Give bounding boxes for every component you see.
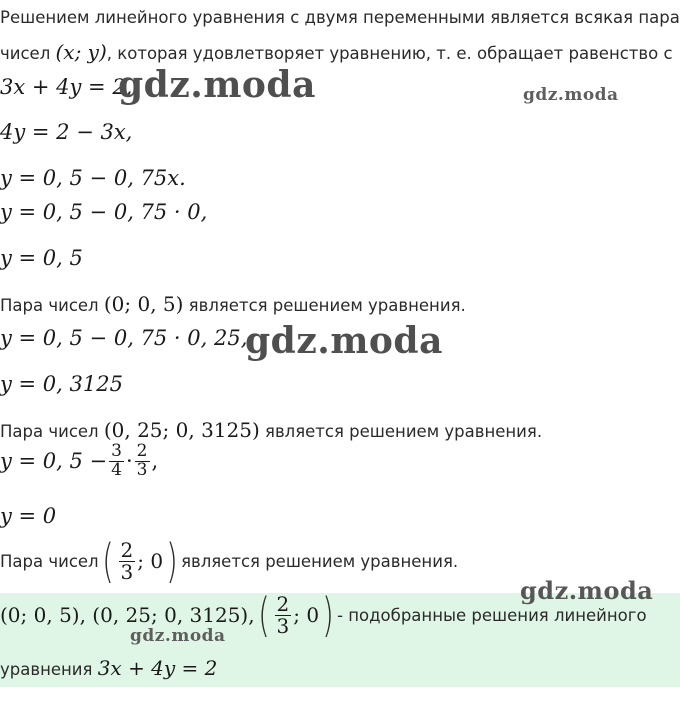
summary-denominator: 3 — [276, 613, 290, 638]
summary-text-after: - подобранные решения линейного — [337, 605, 647, 625]
intro-line-1: Решением линейного уравнения с двумя переменными является всякая пара — [0, 8, 680, 27]
intro-pair: (x; y) — [55, 40, 107, 64]
equation-8-prefix: y = 0, 5 − — [0, 449, 108, 474]
equation-9: y = 0 — [0, 504, 57, 528]
summary-line-2 — [0, 656, 217, 680]
solution-3-prefix: Пара чисел — [0, 551, 99, 571]
right-paren: ) — [166, 534, 178, 588]
solution-1-suffix: является решением уравнения. — [183, 296, 466, 315]
watermark-logo-5: gdz.moda — [130, 626, 226, 646]
summary-left-paren: ( — [257, 588, 270, 642]
watermark-logo-2: gdz.moda — [523, 85, 619, 105]
intro-line-2-prefix: чисел — [0, 44, 56, 63]
equation-5: y = 0, 5 — [0, 246, 83, 270]
equation-6: y = 0, 5 − 0, 75 · 0, 25, — [0, 326, 248, 350]
solution-3 — [0, 534, 459, 588]
solution-2-prefix: Пара чисел — [0, 422, 104, 441]
summary-frac-rest: ; 0 — [293, 603, 320, 627]
watermark-logo-1: gdz.moda — [118, 64, 316, 106]
summary-right-paren: ) — [322, 588, 334, 642]
solution-3-rest: ; 0 — [137, 549, 164, 573]
fraction-1-denominator: 4 — [111, 459, 122, 480]
solution-2-suffix: является решением уравнения. — [259, 422, 543, 441]
summary-fraction — [275, 591, 292, 638]
solution-3-numerator: 2 — [120, 537, 134, 562]
solution-3-fraction — [119, 537, 136, 584]
solution-3-suffix: является решением уравнения. — [181, 551, 459, 571]
fraction-1-numerator: 3 — [111, 441, 122, 461]
solution-2-pair: (0, 25; 0, 3125) — [103, 418, 260, 442]
solution-2 — [0, 418, 542, 442]
equation-2: 4y = 2 − 3x, — [0, 120, 133, 144]
summary-line-2-text: уравнения — [0, 660, 98, 679]
intro-line-2-suffix: , которая удовлетворяет уравнению, т. е. обращает равенство с — [106, 44, 673, 63]
equation-8-fraction-1 — [109, 443, 124, 480]
equation-4: y = 0, 5 − 0, 75 · 0, — [0, 200, 208, 224]
equation-3: y = 0, 5 − 0, 75x. — [0, 166, 186, 190]
summary-pairs: (0; 0, 5), (0, 25; 0, 3125), — [0, 603, 255, 627]
solution-1-prefix: Пара чисел — [0, 296, 104, 315]
summary-numerator: 2 — [276, 591, 290, 616]
summary-line-2-equation: 3x + 4y = 2 — [97, 656, 218, 680]
solution-1-pair: (0; 0, 5) — [103, 292, 184, 316]
equation-1: 3x + 4y = 2, — [0, 75, 133, 99]
left-paren: ( — [101, 534, 114, 588]
equation-8-dot: · — [125, 449, 133, 474]
fraction-2-denominator: 3 — [136, 459, 148, 480]
solution-3-denominator: 3 — [120, 559, 134, 584]
intro-line-2 — [0, 40, 673, 64]
solution-1 — [0, 292, 466, 316]
equation-7: y = 0, 3125 — [0, 372, 123, 396]
equation-8-suffix: , — [151, 449, 159, 474]
watermark-logo-3: gdz.moda — [245, 320, 443, 362]
watermark-logo-4: gdz.moda — [520, 576, 654, 605]
equation-8 — [0, 443, 158, 480]
fraction-2-numerator: 2 — [136, 441, 148, 461]
equation-8-fraction-2 — [135, 443, 150, 480]
